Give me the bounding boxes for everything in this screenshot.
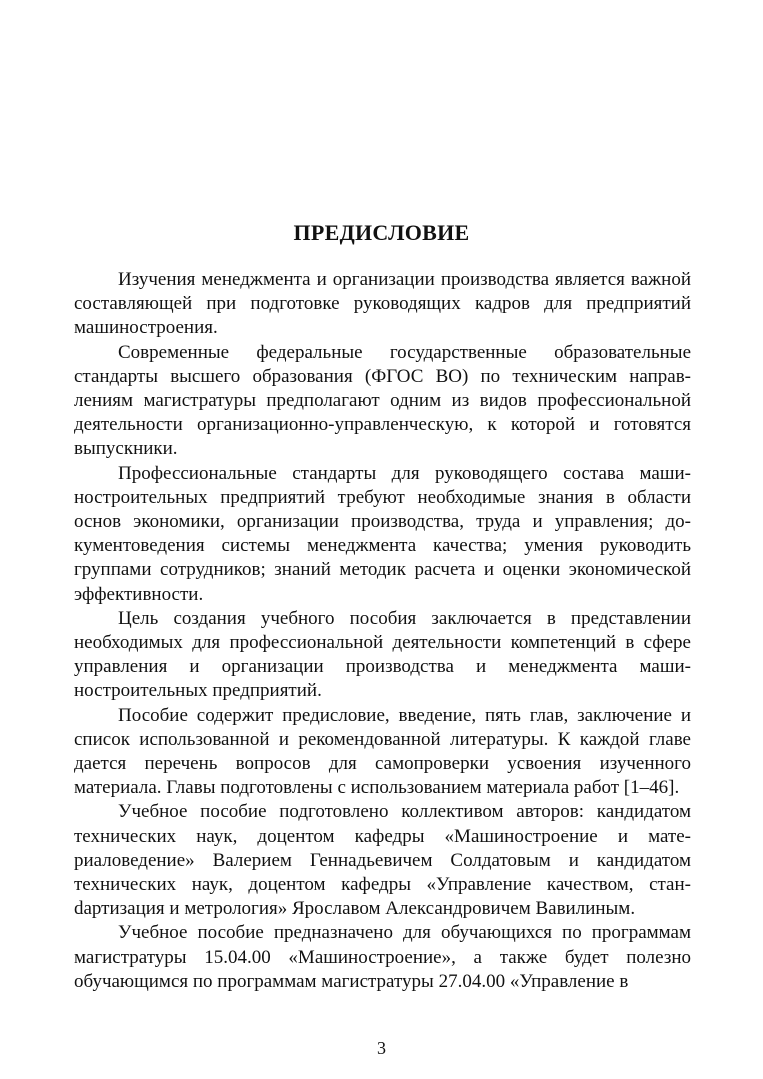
page-title: ПРЕДИСЛОВИЕ: [293, 220, 470, 245]
paragraph-7: Учебное пособие предназначено для обучающихся по программам магистратуры 15.04.00 «Машиностроение», а также будет полезно обучающимся по программам магистратуры 27.04.00 «Управление в: [74, 922, 691, 992]
page-number: 3: [377, 1038, 386, 1058]
paragraph-5: Пособие содержит предисловие, введение, пять глав, заключение и список использованной и рекомендованной литературы. К каждой главе дается перечень вопросов для самопроверки усвоения изученного материала. Главы подготовлены с использованием материала работ [1–46].: [74, 704, 691, 799]
paragraph-1: Изучения менеджмента и организации производства является важной составляющей при подготовке руководящих кадров для предприятий машиностроения.: [74, 269, 691, 339]
body-text: [74, 268, 691, 994]
paragraph-3: Профессиональные стандарты для руководящего состава машиностроительных предприятий требуют необходимые знания в области основ экономики, организации производства, труда и управления; документоведения системы менеджмента качества; умения руководить группами сотрудников; знаний методик расчета и оценки экономической эффективности.: [74, 462, 691, 605]
paragraph-4: Цель создания учебного пособия заключается в представлении необходимых для профессиональной деятельности компетенций в сфере управления и организации производства и менеджмента машиностроительных предприятий.: [74, 607, 691, 702]
paragraph-6: Учебное пособие подготовлено коллективом авторов: кандидатом технических наук, доцентом кафедры «Машиностроение и материаловедение» Валерием Геннадьевичем Солдатовым и кандидатом технических наук, доцентом кафедры «Управление качеством, станdартизация и метрология» Ярославом Александровичем Вавилиным.: [74, 801, 691, 920]
paragraph-2: Современные федеральные государственные образовательные стандарты высшего образования (ФГОС ВО) по техническим направлениям магистратуры предполагают одним из видов профессиональной деятельности организационно-управленческую, к которой и готовятся выпускники.: [74, 341, 691, 460]
